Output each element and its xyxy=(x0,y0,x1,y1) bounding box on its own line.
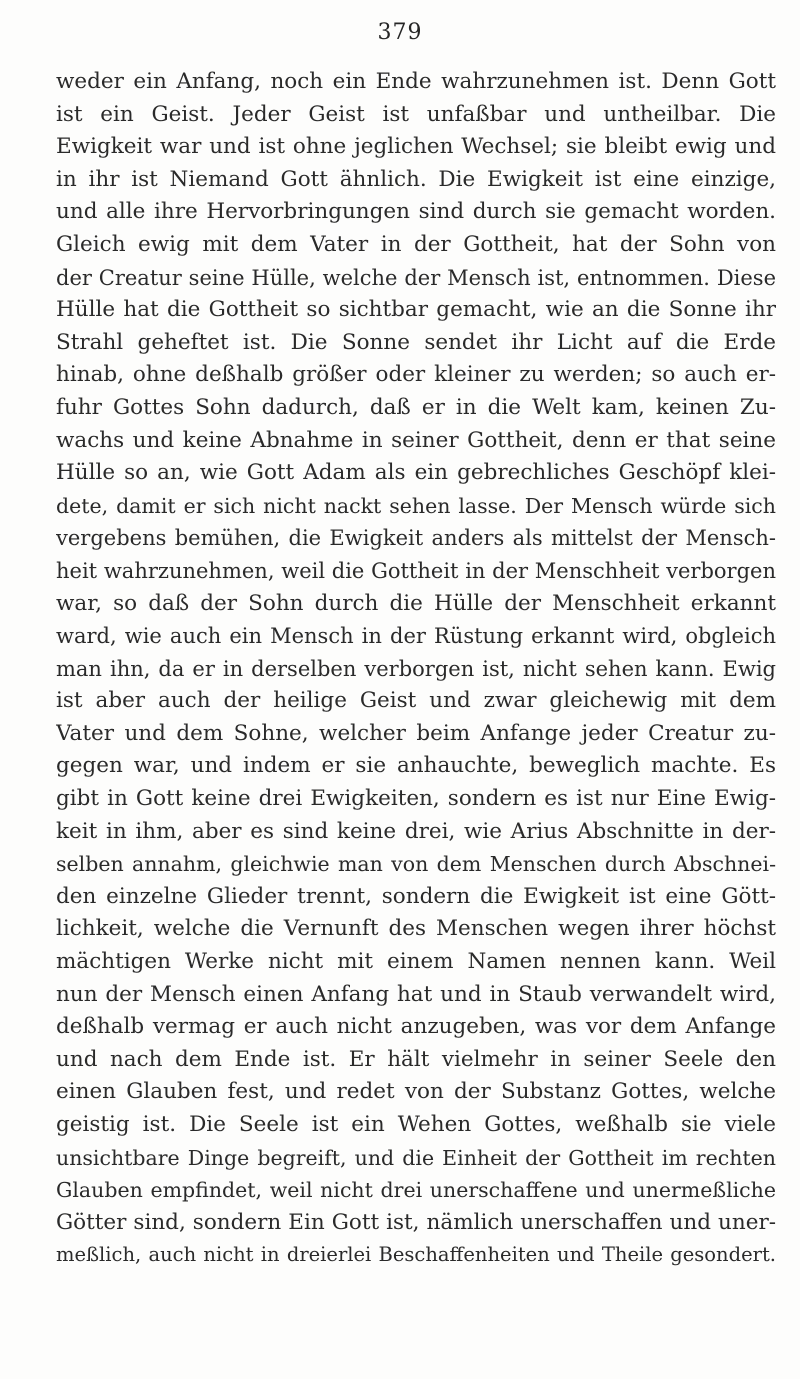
text-line: meßlich, auch nicht in dreierlei Beschaffenheiten und Theile gesondert. xyxy=(56,1243,776,1267)
text-line: deßhalb vermag er auch nicht anzugeben, was vor dem Anfange xyxy=(56,1014,776,1040)
text-line: ist ein Geist. Jeder Geist ist unfaßbar und untheilbar. Die xyxy=(56,101,776,127)
text-line: ward, wie auch ein Mensch in der Rüstung erkannt wird, obgleich xyxy=(56,624,776,649)
text-line: der Creatur seine Hülle, welche der Mensch ist, entnommen. Diese xyxy=(56,265,776,290)
text-line: lichkeit, welche die Vernunft des Menschen wegen ihrer höchst xyxy=(56,916,776,942)
text-line: man ihn, da er in derselben verborgen ist, nicht sehen kann. Ewig xyxy=(56,656,776,681)
text-line: vergebens bemühen, die Ewigkeit anders als mittelst der Mensch- xyxy=(56,526,776,551)
text-line: Strahl geheftet ist. Die Sonne sendet ihr Licht auf die Erde xyxy=(56,329,776,355)
body-text xyxy=(56,66,776,1272)
text-line: gibt in Gott keine drei Ewigkeiten, sondern es ist nur Eine Ewig- xyxy=(56,786,776,812)
text-line: selben annahm, gleichwie man von dem Menschen durch Abschnei- xyxy=(56,852,776,877)
text-line: dete, damit er sich nicht nackt sehen lasse. Der Mensch würde sich xyxy=(56,493,776,518)
text-line: den einzelne Glieder trennt, sondern die Ewigkeit ist eine Gött- xyxy=(56,883,776,909)
text-line: Hülle hat die Gottheit so sichtbar gemacht, wie an die Sonne ihr xyxy=(56,297,776,323)
text-line: Götter sind, sondern Ein Gott ist, nämlich unerschaffen und uner- xyxy=(56,1209,776,1235)
text-line: wachs und keine Abnahme in seiner Gottheit, denn er that seine xyxy=(56,427,776,453)
text-line: mächtigen Werke nicht mit einem Namen nennen kann. Weil xyxy=(56,949,776,975)
text-line: Gleich ewig mit dem Vater in der Gottheit, hat der Sohn von xyxy=(56,231,776,257)
text-line: und nach dem Ende ist. Er hält vielmehr in seiner Seele den xyxy=(56,1046,776,1072)
text-line: fuhr Gottes Sohn dadurch, daß er in die Welt kam, keinen Zu- xyxy=(56,394,776,420)
text-line: Ewigkeit war und ist ohne jeglichen Wechsel; sie bleibt ewig und xyxy=(56,134,776,160)
text-line: Glauben empfindet, weil nicht drei unerschaffene und unermeßliche xyxy=(56,1178,776,1203)
text-line: ist aber auch der heilige Geist und zwar gleichewig mit dem xyxy=(56,688,776,714)
text-line: weder ein Anfang, noch ein Ende wahrzunehmen ist. Denn Gott xyxy=(56,69,776,94)
page-number: 379 xyxy=(377,20,423,45)
text-line: und alle ihre Hervorbringungen sind durch sie gemacht worden. xyxy=(56,199,776,225)
text-line: gegen war, und indem er sie anhauchte, beweglich machte. Es xyxy=(56,753,776,779)
text-line: war, so daß der Sohn durch die Hülle der Menschheit erkannt xyxy=(56,590,776,616)
text-line: hinab, ohne deßhalb größer oder kleiner zu werden; so auch er- xyxy=(56,362,776,388)
text-line: Vater und dem Sohne, welcher beim Anfange jeder Creatur zu- xyxy=(56,720,776,746)
text-line: nun der Mensch einen Anfang hat und in Staub verwandelt wird, xyxy=(56,981,776,1007)
text-line: heit wahrzunehmen, weil die Gottheit in der Menschheit verborgen xyxy=(56,558,776,583)
text-line: Hülle so an, wie Gott Adam als ein gebrechliches Geschöpf klei- xyxy=(56,460,776,486)
text-line: keit in ihm, aber es sind keine drei, wie Arius Abschnitte in der- xyxy=(56,818,776,844)
text-line: geistig ist. Die Seele ist ein Wehen Gottes, weßhalb sie viele xyxy=(56,1112,776,1137)
text-line: in ihr ist Niemand Gott ähnlich. Die Ewigkeit ist eine einzige, xyxy=(56,166,776,192)
text-line: unsichtbare Dinge begreift, und die Einheit der Gottheit im rechten xyxy=(56,1145,776,1170)
text-line: einen Glauben fest, und redet von der Substanz Gottes, welche xyxy=(56,1079,776,1105)
